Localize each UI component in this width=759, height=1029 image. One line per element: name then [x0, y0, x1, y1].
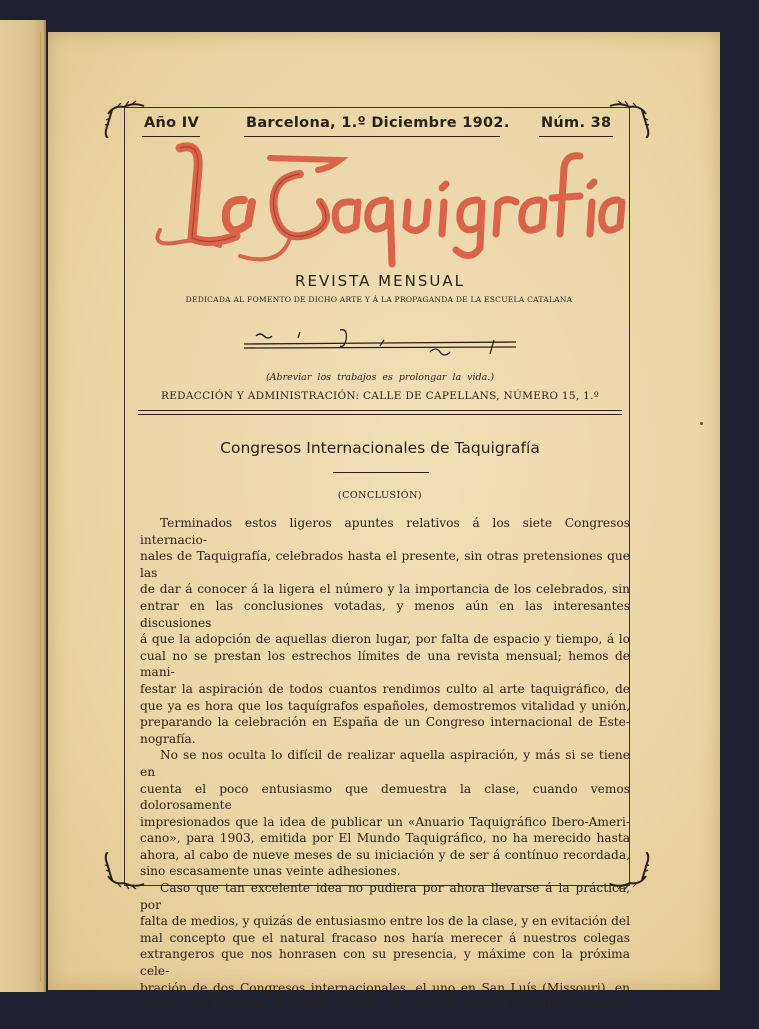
volume-year: Año IV [144, 115, 199, 131]
body-line: ahora, al cabo de nueve meses de su iniciación y de ser á contínuo recordada, [140, 847, 630, 862]
left-page-fold [0, 32, 41, 982]
masthead-motto: (Abreviar los trabajos es prolongar la vida.) [265, 372, 495, 383]
body-line: festar la aspiración de todos cuantos rendimos culto al arte taquigráfico, de [140, 681, 630, 696]
body-line: preparando la celebración en España de un Congreso internacional de Este- [140, 715, 630, 730]
corner-ornament-top-left [104, 96, 146, 138]
body-line: bración de dos Congresos internacionales, el uno en San Luís (Missouri), en [140, 980, 630, 995]
body-line: sino escasamente unas veinte adhesiones. [140, 864, 401, 879]
body-line: entrar en las conclusiones votadas, y menos aún en las interesantes discusiones [140, 598, 630, 630]
masthead-double-rule [138, 410, 622, 415]
header-underline-year [142, 136, 200, 137]
body-line: 1904, y en Bruselas, en 1905, el otro; pudiéramos reducir nuestra aspiración de [140, 997, 630, 1028]
body-line: nografía. [140, 731, 196, 746]
article-title: Congresos Internacionales de Taquigrafía [220, 439, 540, 457]
body-line: de dar á conocer á la ligera el número y la importancia de los celebrados, sin [140, 582, 630, 597]
masthead-address: REDACCIÓN Y ADMINISTRACIÓN: CALLE DE CAPELLANS, NÚMERO 15, 1.º [160, 390, 600, 402]
body-line: Caso que tan excelente idea no pudiera por ahora llevarse á la práctica, por [140, 881, 630, 912]
header-underline-date [244, 136, 500, 137]
body-line: cuenta el poco entusiasmo que demuestra la clase, cuando vemos dolorosamente [140, 781, 630, 813]
masthead-title-logo [140, 138, 626, 278]
body-line: á que la adopción de aquellas dieron lugar, por falta de espacio y tiempo, á lo [140, 632, 630, 647]
body-line: cual no se prestan los estrechos límites de una revista mensual; hemos de mani- [140, 648, 630, 680]
shorthand-motto-strokes [240, 322, 520, 366]
body-line: Terminados estos ligeros apuntes relativos á los siete Congresos internacio- [140, 516, 630, 547]
header-underline-number [539, 136, 613, 137]
corner-ornament-top-right [608, 96, 650, 138]
body-line: extrangeros que nos honrasen con su presencia, y máxime con la próxima cele- [140, 947, 630, 979]
title-rule [333, 472, 429, 473]
place-date: Barcelona, 1.º Diciembre 1902. [246, 115, 510, 131]
body-line: impresionados que la idea de publicar un «Anuario Taquigráfico Ibero-Ameri- [140, 814, 630, 829]
issue-number: Núm. 38 [541, 115, 612, 131]
body-line: mal concepto que el natural fracaso nos haría merecer á nuestros colegas [140, 930, 630, 945]
body-line: nales de Taquigrafía, celebrados hasta el presente, sin otras pretensiones que las [140, 549, 630, 580]
paper-speck [700, 422, 703, 425]
body-line: cano», para 1903, emitida por El Mundo Taquigráfico, no ha merecido hasta [140, 831, 630, 846]
body-line: que ya es hora que los taquígrafos españoles, demostremos vitalidad y unión, [140, 698, 630, 713]
article-subtitle: (CONCLUSIÓN) [337, 490, 423, 501]
body-line: falta de medios, y quizás de entusiasmo entre los de la clase, y en evitación del [140, 914, 630, 929]
masthead-dedication: DEDICADA AL FOMENTO DE DICHO ARTE Y Á LA PROPAGANDA DE LA ESCUELA CATALANA [185, 295, 573, 304]
article-body [140, 515, 630, 1029]
body-line: No se nos oculta lo difícil de realizar aquella aspiración, y más si se tiene en [140, 748, 630, 779]
masthead-subtitle: REVISTA MENSUAL [295, 272, 465, 290]
